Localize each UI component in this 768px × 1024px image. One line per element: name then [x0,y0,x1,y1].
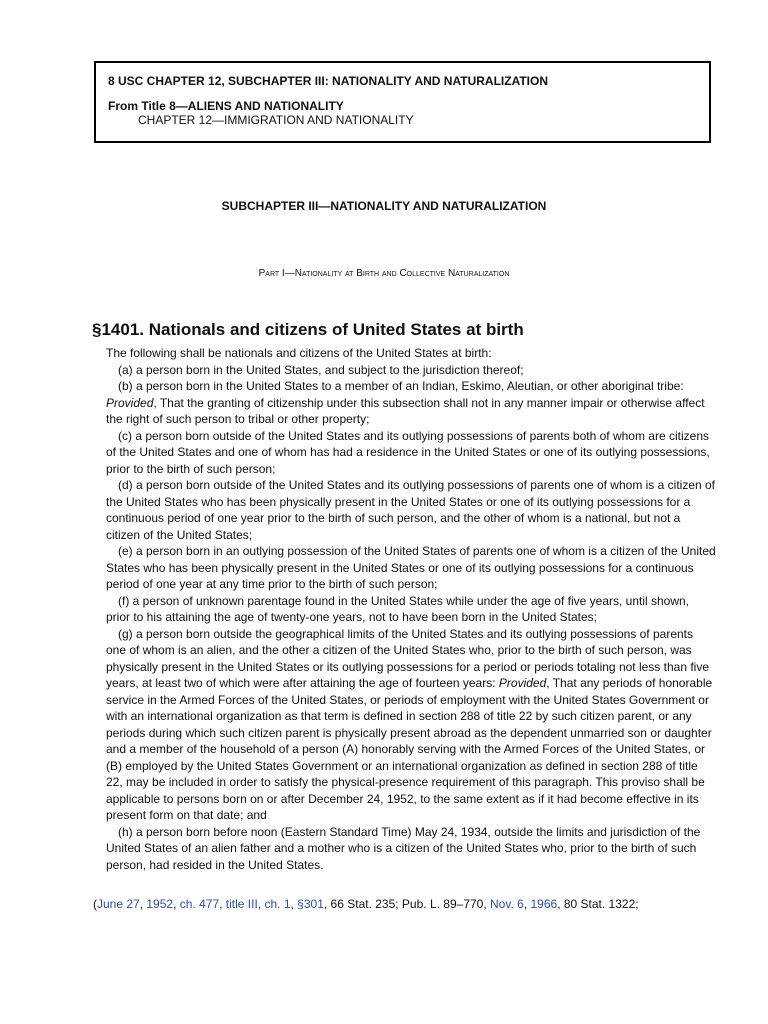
paragraph-b-text-2: , That the granting of citizenship under this subsection shall not in any manner impair or otherwise affect the right of such person to tribal or other property; [106,395,705,426]
subchapter-heading: SUBCHAPTER III—NATIONALITY AND NATURALIZATION [221,199,547,213]
provided-term: Provided [106,395,154,410]
paragraph-c: (c) a person born outside of the United States and its outlying possessions of parents both of whom are citizens of the United States and one of whom has had a residence in the United States or one of its outlying possessions, prior to the birth of such person; [106,428,710,476]
provided-term: Provided [498,676,547,690]
paragraph-f: (f) a person of unknown parentage found in the United States while under the age of five years, until shown, prior to his attaining the age of twenty-one years, not to have been born in the United States; [106,593,690,624]
source-link-ch1[interactable]: ch. 1 [264,897,291,911]
header-title: 8 USC CHAPTER 12, SUBCHAPTER III: NATIONALITY AND NATURALIZATION [108,74,549,88]
source-link-section[interactable]: §301 [297,897,324,911]
paragraph-b-text-1: (b) a person born in the United States to a member of an Indian, Eskimo, Aleutian, or other aboriginal tribe: [118,379,684,393]
source-open-paren: ( [93,897,97,911]
source-link-date[interactable]: June 27 [97,897,140,911]
paragraph-g [106,626,716,824]
header-from-title: From Title 8—ALIENS AND NATIONALITY [108,99,344,113]
source-link-year-2[interactable]: 1966 [530,897,558,911]
paragraph-d: (d) a person born outside of the United States and its outlying possessions of parents one of whom is a citizen of the United States who has been physically present in the United States or one of its outlying possessions for a continuous period of one year prior to the birth of such person, and the other of whom is a national, but not a citizen of the United States; [106,478,716,542]
source-link-date-2[interactable]: Nov. 6 [490,897,524,911]
section-intro: The following shall be nationals and citizens of the United States at birth: [106,346,492,360]
source-link-chapter[interactable]: ch. 477 [179,897,220,911]
paragraph-e: (e) a person born in an outlying possession of the United States of parents one of whom is a citizen of the United States who has been physically present in the United States or one of its outlying possessions for a continuous period of one year at any time prior to the birth of such person; [106,544,716,591]
paragraph-g-text-2: , That any periods of honorable service in the Armed Forces of the United States, or periods of employment with the United States Government or with an international organization as that term is defined in section 288 of title 22 by such citizen parent, or any periods during which such citizen parent is physically present abroad as the dependent unmarried son or daughter and a member of the household of a person (A) honorably serving with the Armed Forces of the United States, or (B) employed by the United States Government or an international organization as defined in section 288 of title 22, may be included in order to satisfy the physical-presence requirement of this paragraph. This proviso shall be applicable to persons born on or after December 24, 1952, to the same extent as if it had become effective in its present form on that date; and [106,676,713,822]
source-stat-1: 66 Stat. 235; Pub. L. 89–770, [330,897,487,911]
section-body [106,345,716,873]
source-stat-2: 80 Stat. 1322; [563,897,639,911]
paragraph-h: (h) a person born before noon (Eastern Standard Time) May 24, 1934, outside the limits and jurisdiction of the United States of an alien father and a mother who is a citizen of the United States who, prior to the birth of such person, had resided in the United States. [106,824,701,872]
part-heading: Part I—Nationality at Birth and Collective Naturalization [258,268,510,279]
document-header-box [94,61,711,143]
source-credits: (June 27, 1952, ch. 477, title III, ch. 1, §301, 66 Stat. 235; Pub. L. 89–770, Nov. 6, 1966, 80 Stat. 1322; [93,897,639,911]
paragraph-g-text-1: (g) a person born outside the geographical limits of the United States and its outlying possessions of parents one of whom is an alien, and the other a citizen of the United States who, prior to the birth of such person, was physically present in the United States or its outlying possessions for a period or periods totaling not less than five years, at least two of which were after attaining the age of fourteen years: [106,626,709,690]
source-link-title[interactable]: title III [225,897,258,911]
paragraph-b [106,378,716,428]
paragraph-a: (a) a person born in the United States, and subject to the jurisdiction thereof; [118,362,524,377]
source-link-year[interactable]: 1952 [146,897,174,911]
section-heading: §1401. Nationals and citizens of United States at birth [92,320,524,339]
header-chapter: CHAPTER 12—IMMIGRATION AND NATIONALITY [138,113,414,127]
